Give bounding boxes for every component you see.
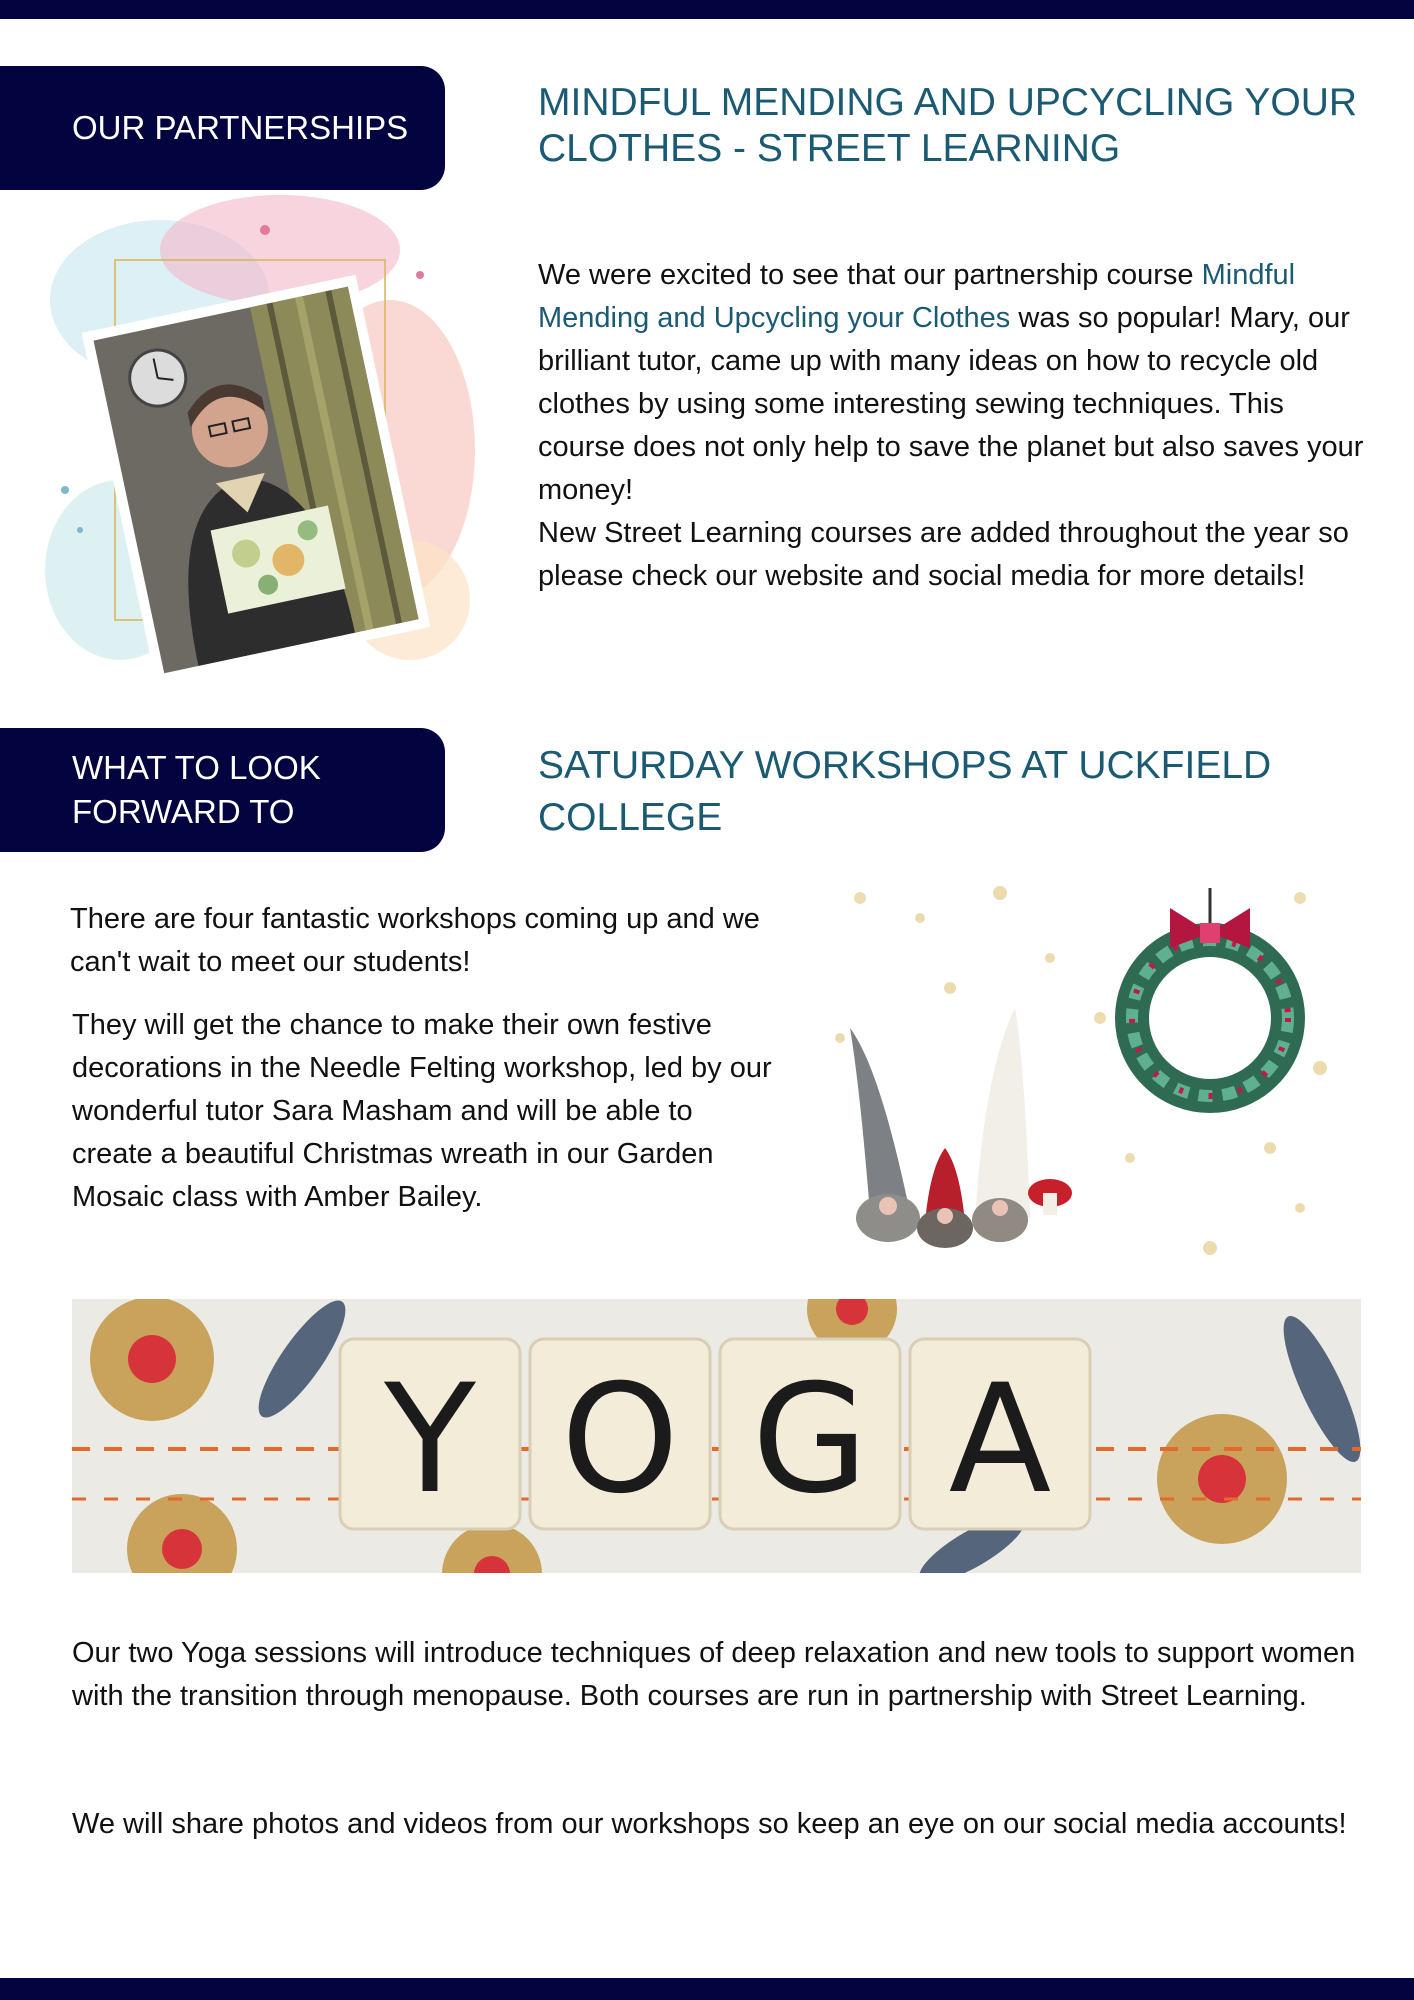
workshops-detail: They will get the chance to make their own festive decorations in the Needle Felting workshop, led by our wonderful tutor Sara Masham and will be able to create a beautiful Christmas wreath in our Garden Mosaic class with Amber Bailey.	[72, 1009, 772, 1213]
bottom-border-bar	[0, 1978, 1414, 2000]
partnership-text-start: We were excited to see that our partnership course	[538, 259, 1202, 291]
yoga-banner-illustration	[72, 1299, 1361, 1573]
yoga-tile-a: A	[948, 1353, 1052, 1527]
festive-decorations-image	[800, 868, 1340, 1288]
social-media-paragraph: We will share photos and videos from our workshops so keep an eye on our social media accounts!	[72, 1808, 1347, 1840]
new-courses-text: New Street Learning courses are added throughout the year so please check our website and social media for more details!	[538, 517, 1349, 592]
our-partnerships-tab	[0, 66, 445, 190]
yoga-banner	[72, 1299, 1361, 1573]
yoga-tile-o: O	[560, 1353, 680, 1527]
yoga-tile-g: G	[751, 1353, 869, 1527]
course-link[interactable]: Mindful Mending and Upcycling your Clothes	[538, 259, 1296, 334]
tutor-photo-illustration	[30, 190, 480, 680]
look-forward-tab	[0, 728, 445, 852]
yoga-paragraph: Our two Yoga sessions will introduce techniques of deep relaxation and new tools to support women with the transition through menopause. Both courses are run in partnership with Street Learning.	[72, 1637, 1356, 1712]
our-partnerships-label: OUR PARTNERSHIPS	[72, 109, 409, 146]
partnership-paragraph	[538, 254, 1368, 598]
yoga-tile-y: Y	[384, 1353, 476, 1527]
look-forward-label: WHAT TO LOOK FORWARD TO	[72, 749, 321, 830]
festive-illustration	[800, 868, 1340, 1288]
workshops-intro: There are four fantastic workshops coming up and we can't wait to meet our students!	[70, 903, 760, 978]
top-border-bar	[0, 0, 1414, 19]
partnership-text-end: was so popular! Mary, our brilliant tutor, came up with many ideas on how to recycle old clothes by using some interesting sewing techniques. This course does not only help to save the planet but also saves your money!	[538, 302, 1364, 506]
tutor-photo	[30, 190, 480, 680]
partnership-heading: MINDFUL MENDING AND UPCYCLING YOUR CLOTHES - STREET LEARNING	[538, 81, 1358, 170]
workshops-heading: SATURDAY WORKSHOPS AT UCKFIELD COLLEGE	[538, 744, 1272, 839]
